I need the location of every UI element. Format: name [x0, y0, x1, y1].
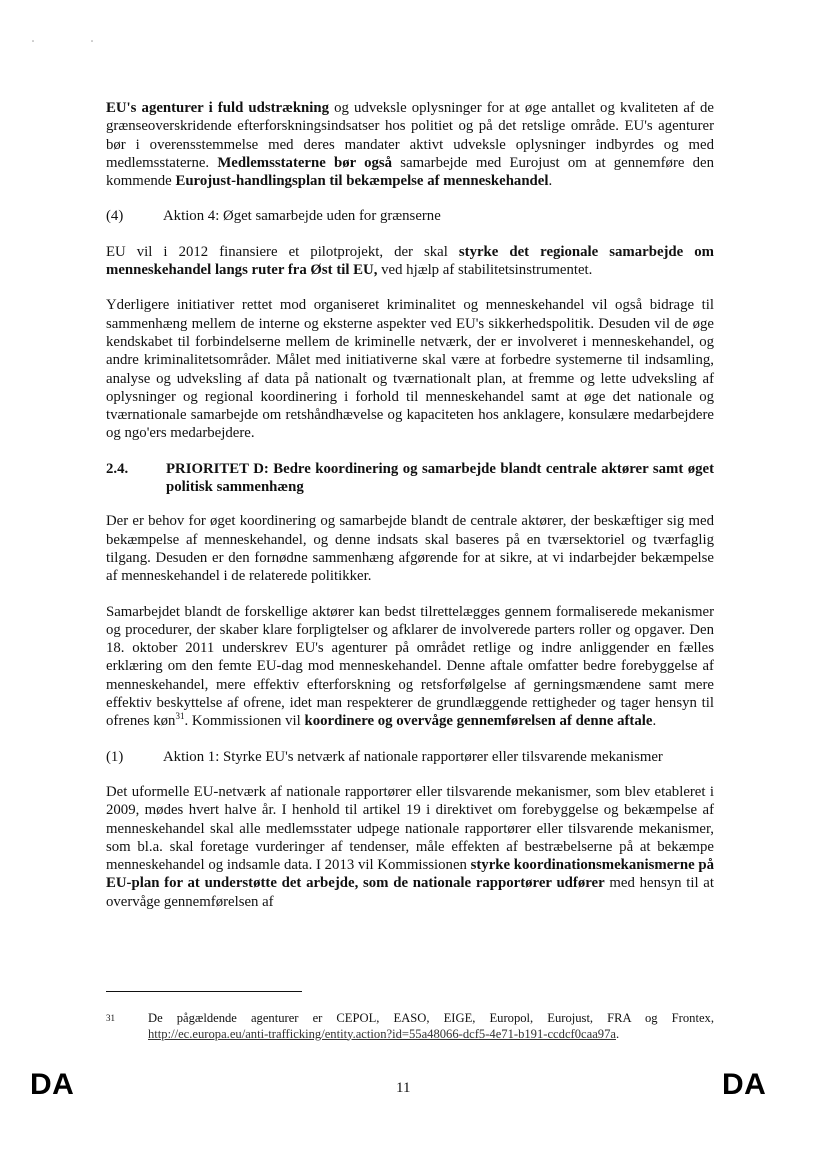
action-title: Aktion 4: Øget samarbejde uden for grænserne — [163, 208, 441, 225]
footnote-text: De pågældende agenturer er CEPOL, EASO, EIGE, Europol, Eurojust, FRA og Frontex, http://ec.europa.eu/anti-trafficking/entity.action?id=55a48066-dcf5-4e71-b191-ccdcf0caa97a. — [148, 1011, 714, 1041]
action-title: Aktion 1: Styrke EU's netværk af nationale rapportører eller tilsvarende mekanismer — [163, 748, 663, 765]
language-code-left: DA — [30, 1068, 75, 1101]
action-1-heading — [106, 748, 714, 766]
paragraph-3: Yderligere initiativer rettet mod organiseret kriminalitet og menneskehandel vil også bidrage til sammenhæng mellem de interne og eksterne aspekter ved EU's sikkerhedspolitik. Desuden vil de øge kendskabet til forbindelserne mellem de kriminelle netværk, der er involveret i menneskehandel, og andre kriminalitetsområder. Målet med initiativerne skal være at forbedre systemerne til indsamling, analyse og udveksling af data på nationalt og tværnationalt plan, at fremme og lette udveksling af oplysninger og regional koordinering i forhold til menneskehandel samt at øge det nationale og tværnationale samarbejde om retshåndhævelse og kapaciteten hos anklagere, konsulære medarbejdere og ngo'ers medarbejdere. — [106, 297, 714, 442]
paragraph-6: Det uformelle EU-netværk af nationale rapportører eller tilsvarende mekanismer, som blev etableret i 2009, mødes hvert halve år. I henhold til artikel 19 i direktivet om forebyggelse og bekæmpelse af menneskehandel skal alle medlemsstater udpege nationale rapportører eller tilsvarende mekanismer, som bl.a. skal foretage vurderinger af tendenser, måle effekten af bestræbelserne på at bekæmpe menneskehandel og indsamle data. I 2013 vil Kommissionen styrke koordinationsmekanismerne på EU-plan for at understøtte det arbejde, som de nationale rapportører udfører med hensyn til at overvåge gennemførelsen af — [106, 783, 714, 910]
section-heading — [106, 460, 714, 497]
paragraph-5: Samarbejdet blandt de forskellige aktører kan bedst tilrettelægges gennem formaliserede mekanismer og procedurer, der skaber klare forpligtelser og afklarer de involverede parters roller og opgaver. Den 18. oktober 2011 underskrev EU's agenturer på området retlige og indre anliggender en fælles erklæring om den femte EU-dag mod menneskehandel. Denne aftale omfatter bedre forebyggelse af menneskehandel, mere effektiv efterforskning og retsforfølgelse af gerningsmændene samt mere effektiv beskyttelse af ofrene, idet man respekterer de grundlæggende rettigheder og tager hensyn til ofrenes køn$^{31}$. Kommissionen vil koordinere og overvåge gennemførelsen af denne aftale. — [106, 603, 714, 730]
paragraph-1: EU's agenturer i fuld udstrækning og udveksle oplysninger for at øge antallet og kvaliteten af de grænseoverskridende efterforskningsindsatser hos politiet og på det retslige område. EU's agenturer bør i overensstemmelse med deres mandater aktivt udveksle oplysninger indbyrdes og med medlemsstaterne. Medlemsstaterne bør også samarbejde med Eurojust om at gennemføre den kommende Eurojust-handlingsplan til bekæmpelse af menneskehandel. — [106, 100, 714, 190]
footnote — [106, 1011, 714, 1042]
footnote-divider — [106, 991, 302, 992]
action-4-heading — [106, 207, 714, 225]
paragraph-4: Der er behov for øget koordinering og samarbejde blandt de centrale aktører, der beskæftiger sig med bekæmpelse af menneskehandel, og denne indsats skal baseres på en tværsektoriel og tværfaglig tilgang. Desuden er den fornødne sammenhæng afgørende for at sikre, at vi indarbejder bekæmpelse af menneskehandel i de relaterede politikker. — [106, 513, 714, 585]
footnote-number: 31 — [106, 1013, 115, 1023]
action-number: (1) — [106, 748, 124, 765]
section-number: 2.4. — [106, 460, 129, 477]
paragraph-2: EU vil i 2012 finansiere et pilotprojekt, der skal styrke det regionale samarbejde om menneskehandel langs ruter fra Øst til EU, ved hjælp af stabilitetsinstrumentet. — [106, 243, 714, 279]
body-text — [106, 99, 714, 928]
scan-specks — [30, 38, 100, 44]
action-number: (4) — [106, 208, 124, 225]
section-title: PRIORITET D: Bedre koordinering og samarbejde blandt centrale aktører samt øget politisk sammenhæng — [166, 460, 714, 496]
language-code-right: DA — [722, 1068, 767, 1101]
footnote-reference[interactable]: 31 — [175, 711, 185, 722]
footnote-link[interactable]: http://ec.europa.eu/anti-trafficking/entity.action?id=55a48066-dcf5-4e71-b191-ccdcf0caa97a — [148, 1026, 616, 1041]
page-number: 11 — [396, 1080, 411, 1096]
